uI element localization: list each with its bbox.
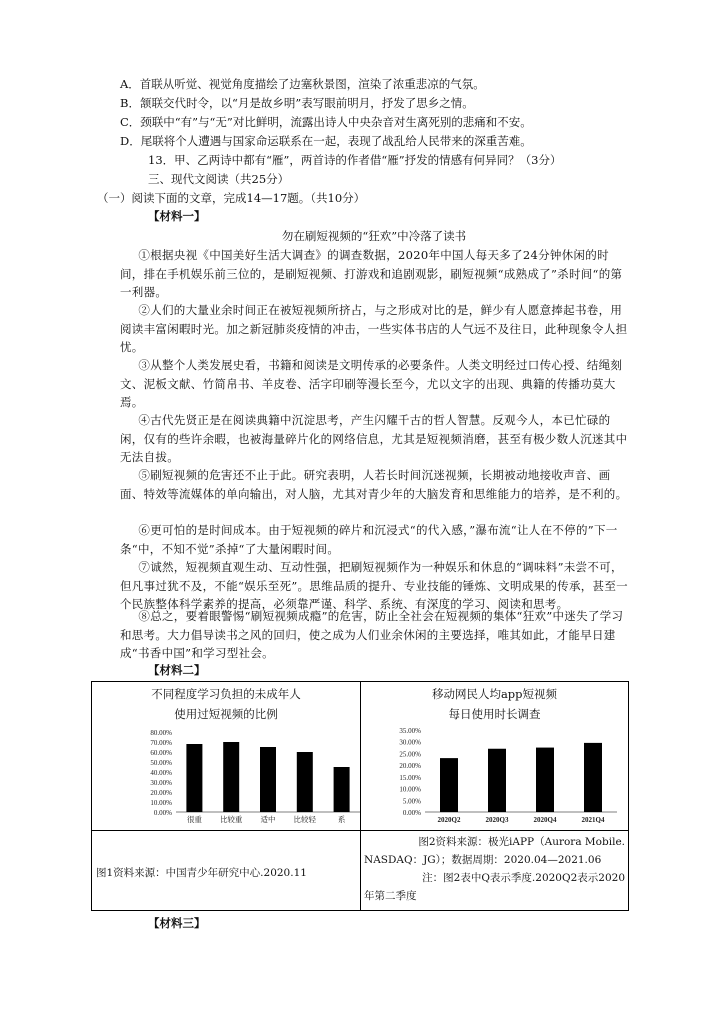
chart-1-xtick: 适中 xyxy=(260,815,276,824)
paragraph-5: ⑤刷短视频的危害还不止于此。研究表明，人若长时间沉迷视频，长期被动地接收声音、画面、特效等流媒体的单向输出，对人脑，尤其对青少年的大脑发育和思维能力的培养，是不利的。 xyxy=(120,468,628,501)
figure-2-source-line4: 年第二季度 xyxy=(364,890,417,902)
question-13: 13．甲、乙两诗中都有“雁”，两首诗的作者借“雁”抒发的情感有何异同？（3分） xyxy=(148,153,562,167)
chart-2-title-line2: 每日使用时长调查 xyxy=(448,707,541,721)
chart-2-xtick: 2020Q4 xyxy=(533,816,557,824)
chart-1-xtick: 系 xyxy=(337,815,346,824)
chart-2-ytick: 25.00% xyxy=(399,750,421,759)
chart-1-xtick: 比较轻 xyxy=(293,815,317,824)
paragraph-2: ②人们的大量业余时间正在被短视频所挤占，与之形成对比的是，鲜少有人愿意捧起书卷，用阅读丰富闲暇时光。加之新冠肺炎疫情的冲击，一些实体书店的人气远不及往日，此种现象令人担忧。 xyxy=(120,303,628,354)
option-c: C．颈联中“有”与“无”对比鲜明，流露出诗人中央杂音对生离死别的悲痛和不安。 xyxy=(120,115,532,129)
material-3-label: 【材料三】 xyxy=(148,916,206,930)
chart-2-bar xyxy=(536,748,554,812)
chart-2-ytick: 30.00% xyxy=(399,738,421,747)
chart-1-xtick: 很重 xyxy=(186,815,202,824)
chart-1-bar xyxy=(260,747,276,812)
figure-2-source-line2: NASDAQ：JG）；数据周期：2020.04—2021.06 xyxy=(364,854,602,866)
chart-2-ytick: 10.00% xyxy=(399,785,421,794)
paragraph-6: ⑥更可怕的是时间成本。由于短视频的碎片和沉浸式“的代入感，”瀑布流“让人在不停的”下一条“中，不知不觉”杀掉“了大量闲暇时间。 xyxy=(120,523,618,556)
chart-2-bar xyxy=(488,749,506,812)
figure-table xyxy=(91,681,629,911)
chart-2-xtick: 2021Q4 xyxy=(581,816,605,824)
option-d: D．尾联将个人遭遇与国家命运联系在一起，表现了战乱给人民带来的深重苦难。 xyxy=(120,134,532,148)
chart-cell-left xyxy=(92,682,361,831)
figure-2-source-line3: 注：图2表中Q表示季度.2020Q2表示2020 xyxy=(422,872,625,884)
source-cell-right xyxy=(361,831,628,910)
chart-2-ytick: 20.00% xyxy=(399,762,421,771)
chart-2-bar xyxy=(584,743,602,812)
chart-1-ytick: 70.00% xyxy=(150,739,172,747)
chart-1-bar xyxy=(297,752,313,812)
chart-1-ytick: 60.00% xyxy=(150,749,172,757)
chart-1-ytick: 80.00% xyxy=(150,729,172,737)
chart-1-title-line2: 使用过短视频的比例 xyxy=(174,707,278,721)
chart-1-title-line1: 不同程度学习负担的未成年人 xyxy=(151,687,301,701)
chart-2-title-line1: 移动网民人均app短视频 xyxy=(431,687,558,701)
source-cell-left xyxy=(92,831,361,910)
chart-2-xtick: 2020Q2 xyxy=(437,816,461,824)
chart-cell-right xyxy=(361,682,628,831)
chart-1-ytick: 10.00% xyxy=(150,799,172,807)
section-heading: 三、现代文阅读（共25分） xyxy=(148,172,290,186)
figure-1-source: 图1资料来源：中国青少年研究中心.2020.11 xyxy=(96,867,307,879)
chart-1-bar xyxy=(223,742,239,812)
section-intro: （一）阅读下面的文章，完成14—17题。（共10分） xyxy=(97,191,366,205)
chart-1-ytick: 30.00% xyxy=(150,779,172,787)
chart-1-xtick: 比较重 xyxy=(219,815,243,824)
paragraph-3: ③从整个人类发展史看，书籍和阅读是文明传承的必要条件。人类文明经过口传心授、结绳刻文、泥板文献、竹简帛书、羊皮卷、活字印刷等漫长至今，尤以文字的出现、典籍的传播功莫大焉。 xyxy=(120,358,623,409)
article-title: 勿在刷短视频的“狂欢”中冷落了读书 xyxy=(281,229,467,243)
chart-2-bar xyxy=(440,758,458,812)
option-b: B．颔联交代时令，以“月是故乡明”表写眼前明月，抒发了思乡之情。 xyxy=(120,96,474,110)
paragraph-4: ④古代先贤正是在阅读典籍中沉淀思考，产生闪耀千古的哲人智慧。反观今人，本已忙碌的闲，仅有的些许余暇，也被海量碎片化的网络信息，尤其是短视频消磨，甚至有极少数人沉迷其中无法自拔。 xyxy=(120,413,628,464)
chart-1-bar xyxy=(186,744,202,812)
chart-1-ytick: 40.00% xyxy=(150,769,172,777)
chart-2-ytick: 35.00% xyxy=(399,727,421,735)
option-a: A．首联从听觉、视觉角度描绘了边塞秋景图，渲染了浓重悲凉的气氛。 xyxy=(120,77,485,91)
chart-2-ytick: 15.00% xyxy=(399,773,421,782)
chart-2-xtick: 2020Q3 xyxy=(485,816,509,824)
chart-1 xyxy=(92,726,360,831)
material-2-label: 【材料二】 xyxy=(148,663,206,677)
chart-2-ytick: 0.00% xyxy=(402,809,421,817)
chart-2 xyxy=(361,726,627,831)
chart-2-ytick: 5.00% xyxy=(402,797,421,806)
paragraph-8: ⑧总之，要着眼警惕“刷短视频成瘾”的危害，防止全社会在短视频的集体“狂欢”中迷失了学习和思考。大力倡导读书之风的回归，使之成为人们业余休闲的主要选择，唯其如此，才能早日建成“书香中国”和学习型社会。 xyxy=(120,609,624,660)
chart-1-ytick: 20.00% xyxy=(150,789,172,797)
chart-1-ytick: 0.00% xyxy=(153,809,172,817)
figure-2-source-line1: 图2资料来源：极光iAPP（Aurora Mobile. xyxy=(418,836,625,848)
paragraph-7: ⑦诚然，短视频直观生动、互动性强，把刷短视频作为一种娱乐和休息的“调味料”未尝不可，但凡事过犹不及，不能“娱乐至死”。思维品质的提升、专业技能的锤炼、文明成果的传承，甚至一个民族整体科学素养的提高，必须靠严谨、科学、系统、有深度的学习、阅读和思考。 xyxy=(120,560,628,611)
paragraph-1: ①根据央视《中国美好生活大调查》的调查数据，2020年中国人每天多了24分钟休闲的时间，排在手机娱乐前三位的，是刷短视频、打游戏和追剧观影，刷短视频“成熟成了”杀时间“的第一利器。 xyxy=(120,248,623,299)
material-1-label: 【材料一】 xyxy=(148,209,206,223)
chart-1-ytick: 50.00% xyxy=(150,759,172,767)
chart-1-bar xyxy=(334,767,350,812)
